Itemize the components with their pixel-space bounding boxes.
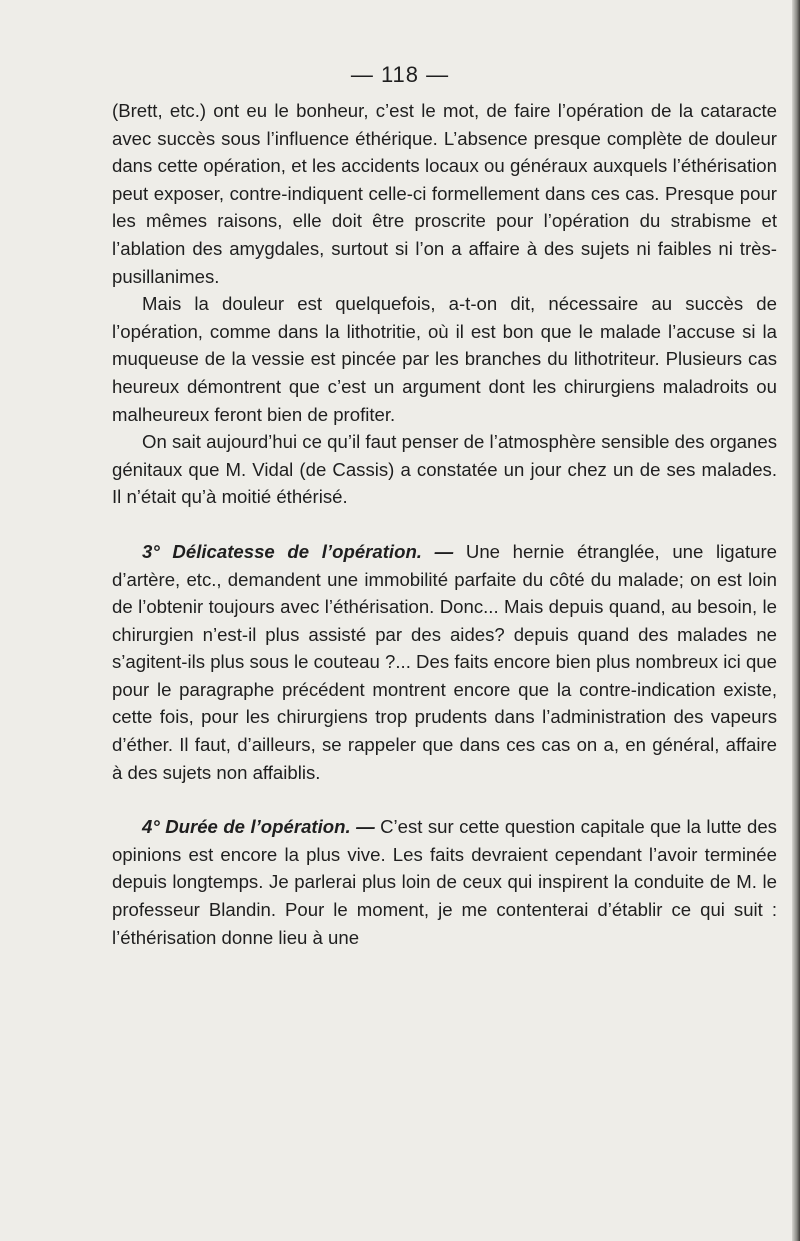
paragraph-5: [112, 813, 777, 951]
paragraph-2: Mais la douleur est quelquefois, a-t-on dit, nécessaire au succès de l’opération, comme dans la lithotritie, où il est bon que le malade l’accuse si la muqueuse de la vessie est pincée par les branches du lithotriteur. Plusieurs cas heureux démontrent que c’est un argument dont les chirurgiens maladroits ou malheureux feront bien de profiter.: [112, 293, 777, 425]
paragraph-5-text: C’est sur cette question capitale que la lutte des opinions est encore la plus vive. Les faits devraient cependant l’avoir terminée depuis longtemps. Je parlerai plus loin de ceux qui inspirent la conduite de M. le professeur Blandin. Pour le moment, je me contenterai d’établir ce qui suit : l’éthérisation donne lieu à une: [112, 816, 777, 948]
paragraph-4: [112, 538, 777, 786]
paragraph-3: On sait aujourd’hui ce qu’il faut penser de l’atmosphère sensible des organes génitaux que M. Vidal (de Cassis) a constatée un jour chez un de ses malades. Il n’était qu’à moitié éthérisé.: [112, 431, 777, 508]
paragraph-4-text: Une hernie étranglée, une ligature d’artère, etc., demandent une immobilité parfaite du côté du malade; on est loin de l’obtenir toujours avec l’éthérisation. Donc... Mais depuis quand, au besoin, le chirurgien n’est-il plus assisté par des aides? depuis quand des malades ne s’agitent-ils plus sous le couteau ?... Des faits encore bien plus nombreux ici que pour le paragraphe précédent montrent encore que la contre-indication existe, cette fois, pour les chirurgiens trop prudents dans l’administration des vapeurs d’éther. Il faut, d’ailleurs, se rappeler que dans ces cas on a, en général, affaire à des sujets non affaiblis.: [112, 540, 777, 783]
page-edge-shadow: [792, 0, 800, 1241]
paragraph-1: (Brett, etc.) ont eu le bonheur, c’est le mot, de faire l’opération de la cataracte avec succès sous l’influence éthérique. L’absence presque complète de douleur dans cette opération, et les accidents locaux ou généraux auxquels l’éthérisation peut exposer, contre-indiquent celle-ci formellement dans ces cas. Presque pour les mêmes raisons, elle doit être proscrite pour l’opération du strabisme et l’ablation des amygdales, surtout si l’on a affaire à des sujets ni faibles ni très-pusillanimes.: [112, 100, 777, 287]
section-heading-4: 4° Durée de l’opération. —: [142, 816, 375, 838]
page-number: — 118 —: [350, 62, 450, 87]
page-body: [112, 97, 777, 951]
section-heading-3: 3° Délicatesse de l’opération. —: [142, 540, 454, 562]
